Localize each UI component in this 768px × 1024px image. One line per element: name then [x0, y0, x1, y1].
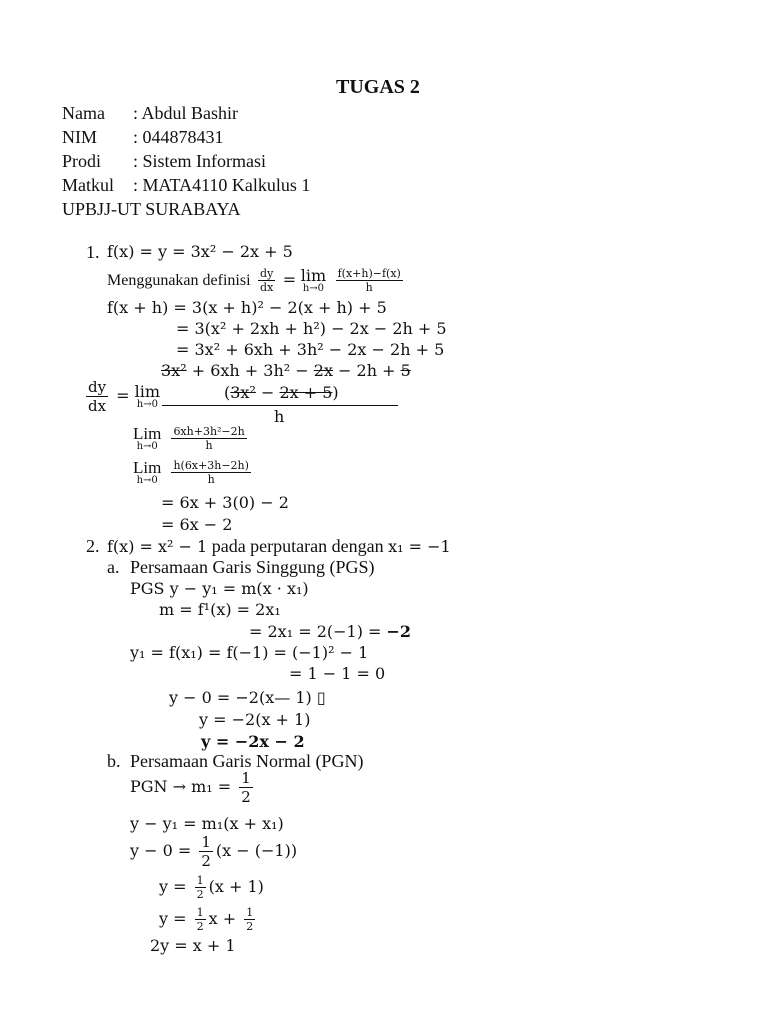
q2a-line3: = 2x₁ = 2(−1) = −2: [249, 622, 412, 641]
q1-big-numerator: (3x² − 2x + 5): [224, 383, 339, 402]
q1-big-derivative: $\frac{dy}{dx}$ = lim h→0: [88, 378, 161, 415]
q2-statement: f(x) = x² − 1 pada perputaran dengan x₁ = −1: [107, 536, 451, 556]
q1-step4: 3x² + 6xh + 3h² − 2x − 2h + 5: [161, 361, 411, 380]
q2a-line5: = 1 − 1 = 0: [289, 664, 386, 683]
q1-def-equals: =: [282, 270, 297, 289]
q1-big-denominator: h: [274, 407, 285, 426]
q2a-line1: PGS y − y₁ = m(x · x₁): [130, 579, 309, 598]
q2b-line5: y = $\frac{1}{2}$ x + $\frac{1}{2}$: [159, 906, 254, 933]
q1-function: f(x) = y = 3x² − 2x + 5: [107, 242, 293, 261]
q1-step1: f(x + h) = 3(x + h)² − 2(x + h) + 5: [107, 298, 387, 317]
field-value-nama: : Abdul Bashir: [133, 103, 239, 123]
q1-number: 1.: [86, 242, 100, 262]
field-value-prodi: : Sistem Informasi: [133, 151, 266, 171]
q2b-label: b.: [107, 751, 121, 771]
institution: UPBJJ-UT SURABAYA: [62, 199, 241, 219]
q1-def-lim: lim h→0: [300, 265, 327, 294]
q2b-line2: y − y₁ = m₁(x + x₁): [130, 814, 284, 833]
q1-definition-text: Menggunakan definisi: [107, 272, 251, 289]
page-title: TUGAS 2: [336, 76, 420, 98]
q2b-title: Persamaan Garis Normal (PGN): [130, 751, 364, 771]
q2a-line7: y = −2(x + 1): [199, 710, 311, 729]
field-label-matkul: Matkul: [62, 175, 114, 195]
q2a-line2: m = f¹(x) = 2x₁: [159, 600, 281, 619]
q2b-line6: 2y = x + 1: [150, 936, 236, 955]
q1-result2: = 6x − 2: [161, 515, 233, 534]
q2a-line4: y₁ = f(x₁) = f(−1) = (−1)² − 1: [130, 643, 369, 662]
field-label-nama: Nama: [62, 103, 105, 123]
q1-definition: [107, 262, 406, 298]
q2-number: 2.: [86, 536, 100, 556]
q1-lim2: Lim h→0 $\frac{\text{6xh+3h²−2h}}{h}$: [133, 423, 245, 452]
q1-def-dydx: $\frac{dy}{dx}$: [260, 267, 274, 295]
q1-step3: = 3x² + 6xh + 3h² − 2x − 2h + 5: [176, 340, 445, 359]
q1-lim3: Lim h→0 $\frac{h(6x+3h-2h)}{h}$: [133, 457, 249, 486]
q2b-line3: y − 0 = $\frac{1}{2}$ (x − (−1)): [130, 833, 298, 870]
field-label-nim: NIM: [62, 127, 97, 147]
q1-big-dydx: $\frac{dy}{dx}$: [88, 378, 107, 415]
q2a-title: Persamaan Garis Singgung (PGS): [130, 557, 375, 577]
q2b-line1: PGN → m₁ = $\frac{1}{2}$: [130, 769, 251, 806]
q1-def-fraction: $\frac{f(x+h)-f(x)}{h}$: [337, 267, 401, 295]
q2a-line8: y = −2x − 2: [201, 732, 305, 751]
field-value-matkul: : MATA4110 Kalkulus 1: [133, 175, 311, 195]
q2a-label: a.: [107, 557, 120, 577]
q1-result1: = 6x + 3(0) − 2: [161, 493, 289, 512]
field-label-prodi: Prodi: [62, 151, 102, 171]
field-value-nim: : 044878431: [133, 127, 224, 147]
q1-big-lim: lim h→0: [134, 381, 161, 410]
q2b-line4: y = $\frac{1}{2}$ (x + 1): [159, 874, 264, 901]
q2a-line6: y − 0 = −2(x— 1) ▯: [169, 688, 326, 707]
q1-step2: = 3(x² + 2xh + h²) − 2x − 2h + 5: [176, 319, 447, 338]
